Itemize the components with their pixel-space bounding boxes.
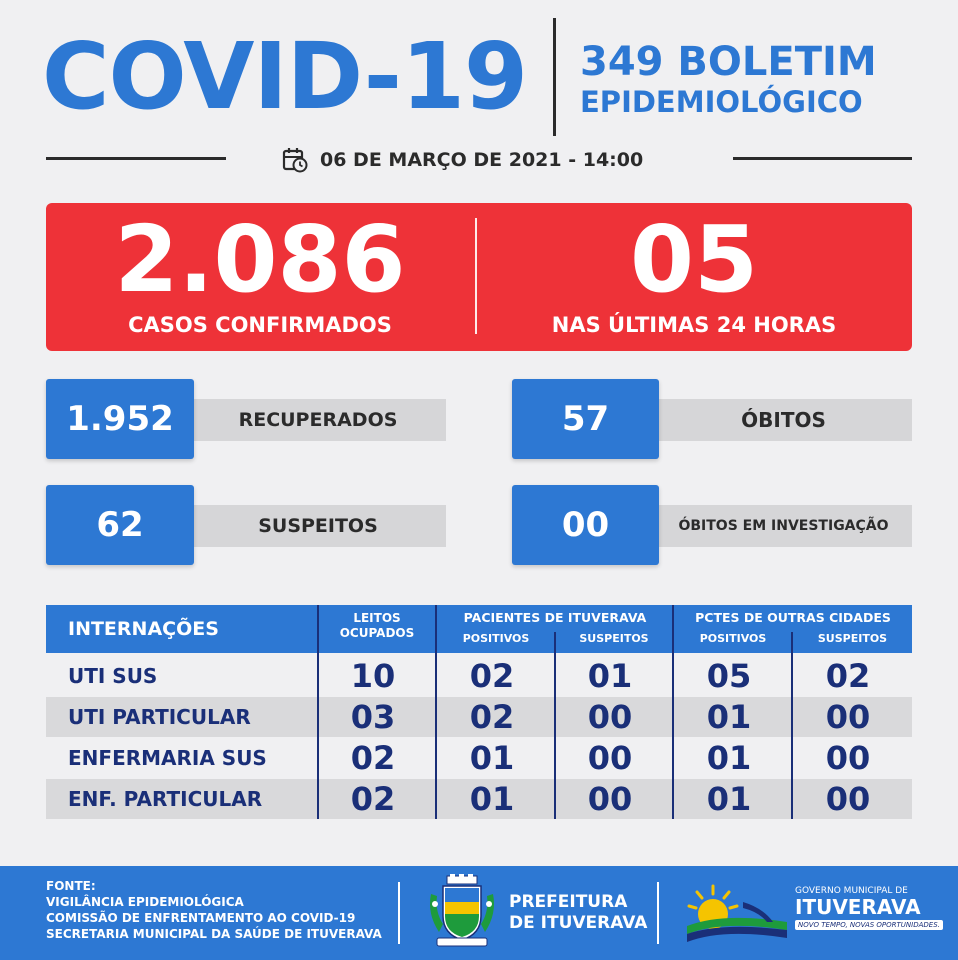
group-ituverava-header: PACIENTES DE ITUVERAVA — [463, 610, 647, 625]
cell-ituverava-suspect: 00 — [587, 780, 633, 818]
bulletin-number: 349 BOLETIM — [580, 39, 877, 85]
source-line-1: VIGILÂNCIA EPIDEMIOLÓGICA — [46, 895, 244, 909]
beds-header-line1: LEITOS — [353, 611, 401, 625]
beds-header-line2: OCUPADOS — [339, 626, 415, 640]
prefeitura-label-2: DE ITUVERAVA — [509, 913, 648, 933]
last-24h-value: 05 — [629, 206, 759, 313]
cell-ituverava-positive: 01 — [469, 780, 515, 818]
cell-ituverava-suspect: 00 — [587, 698, 633, 736]
row-label-enf-particular: ENF. PARTICULAR — [68, 787, 263, 811]
cell-other-positive: 05 — [706, 657, 752, 695]
gov-label: GOVERNO MUNICIPAL DE — [795, 886, 908, 896]
ituverava-positive-header: POSITIVOS — [462, 632, 530, 645]
footer-divider — [657, 882, 659, 944]
recovered-label: RECUPERADOS — [190, 399, 446, 441]
row-label-enfermaria-sus: ENFERMARIA SUS — [68, 746, 267, 770]
table-title: INTERNAÇÕES — [68, 618, 219, 640]
footer-divider — [398, 882, 400, 944]
cell-ituverava-positive: 02 — [469, 657, 515, 695]
cell-beds: 03 — [350, 698, 396, 736]
total-cases-value: 2.086 — [114, 206, 406, 313]
cell-beds: 10 — [350, 657, 396, 695]
cell-other-suspect: 02 — [825, 657, 871, 695]
cell-other-suspect: 00 — [825, 698, 871, 736]
cell-other-suspect: 00 — [825, 780, 871, 818]
cell-beds: 02 — [350, 739, 396, 777]
row-label-uti-sus: UTI SUS — [68, 664, 158, 688]
source-title: FONTE: — [46, 879, 96, 893]
deaths-value: 57 — [512, 379, 659, 459]
cell-beds: 02 — [350, 780, 396, 818]
deaths-investigation-value: 00 — [512, 485, 659, 565]
recovered-value: 1.952 — [46, 379, 194, 459]
date-rule-left — [46, 157, 226, 160]
coat-of-arms-icon — [425, 874, 499, 952]
calendar-clock-icon — [282, 147, 308, 173]
bulletin-date: 06 DE MARÇO DE 2021 - 14:00 — [320, 149, 644, 171]
cell-other-positive: 01 — [706, 780, 752, 818]
deaths-label: ÓBITOS — [655, 399, 912, 441]
cell-ituverava-suspect: 00 — [587, 739, 633, 777]
bulletin-subtitle: EPIDEMIOLÓGICO — [580, 85, 863, 119]
total-cases-label: CASOS CONFIRMADOS — [128, 313, 392, 337]
group-other-cities-header: PCTES DE OUTRAS CIDADES — [695, 610, 891, 625]
deaths-investigation-label: ÓBITOS EM INVESTIGAÇÃO — [655, 505, 912, 547]
row-label-uti-particular: UTI PARTICULAR — [68, 705, 251, 729]
gov-slogan: NOVO TEMPO, NOVAS OPORTUNIDADES. — [795, 920, 943, 930]
prefeitura-label-1: PREFEITURA — [509, 892, 628, 912]
page-title: COVID-19 — [42, 23, 527, 130]
gov-city-name: ITUVERAVA — [795, 895, 921, 919]
date-rule-right — [733, 157, 912, 160]
cell-ituverava-suspect: 01 — [587, 657, 633, 695]
source-line-3: SECRETARIA MUNICIPAL DA SAÚDE DE ITUVERAVA — [46, 927, 382, 941]
cell-ituverava-positive: 02 — [469, 698, 515, 736]
cell-other-positive: 01 — [706, 698, 752, 736]
other-suspect-header: SUSPEITOS — [817, 632, 888, 645]
source-line-2: COMISSÃO DE ENFRENTAMENTO AO COVID-19 — [46, 911, 356, 925]
other-positive-header: POSITIVOS — [699, 632, 767, 645]
sun-logo-icon — [683, 882, 793, 942]
ituverava-suspect-header: SUSPEITOS — [579, 632, 649, 645]
header-divider — [553, 18, 556, 136]
last-24h-label: NAS ÚLTIMAS 24 HORAS — [551, 313, 837, 337]
suspects-label: SUSPEITOS — [190, 505, 446, 547]
suspects-value: 62 — [46, 485, 194, 565]
cell-ituverava-positive: 01 — [469, 739, 515, 777]
cell-other-suspect: 00 — [825, 739, 871, 777]
cell-other-positive: 01 — [706, 739, 752, 777]
